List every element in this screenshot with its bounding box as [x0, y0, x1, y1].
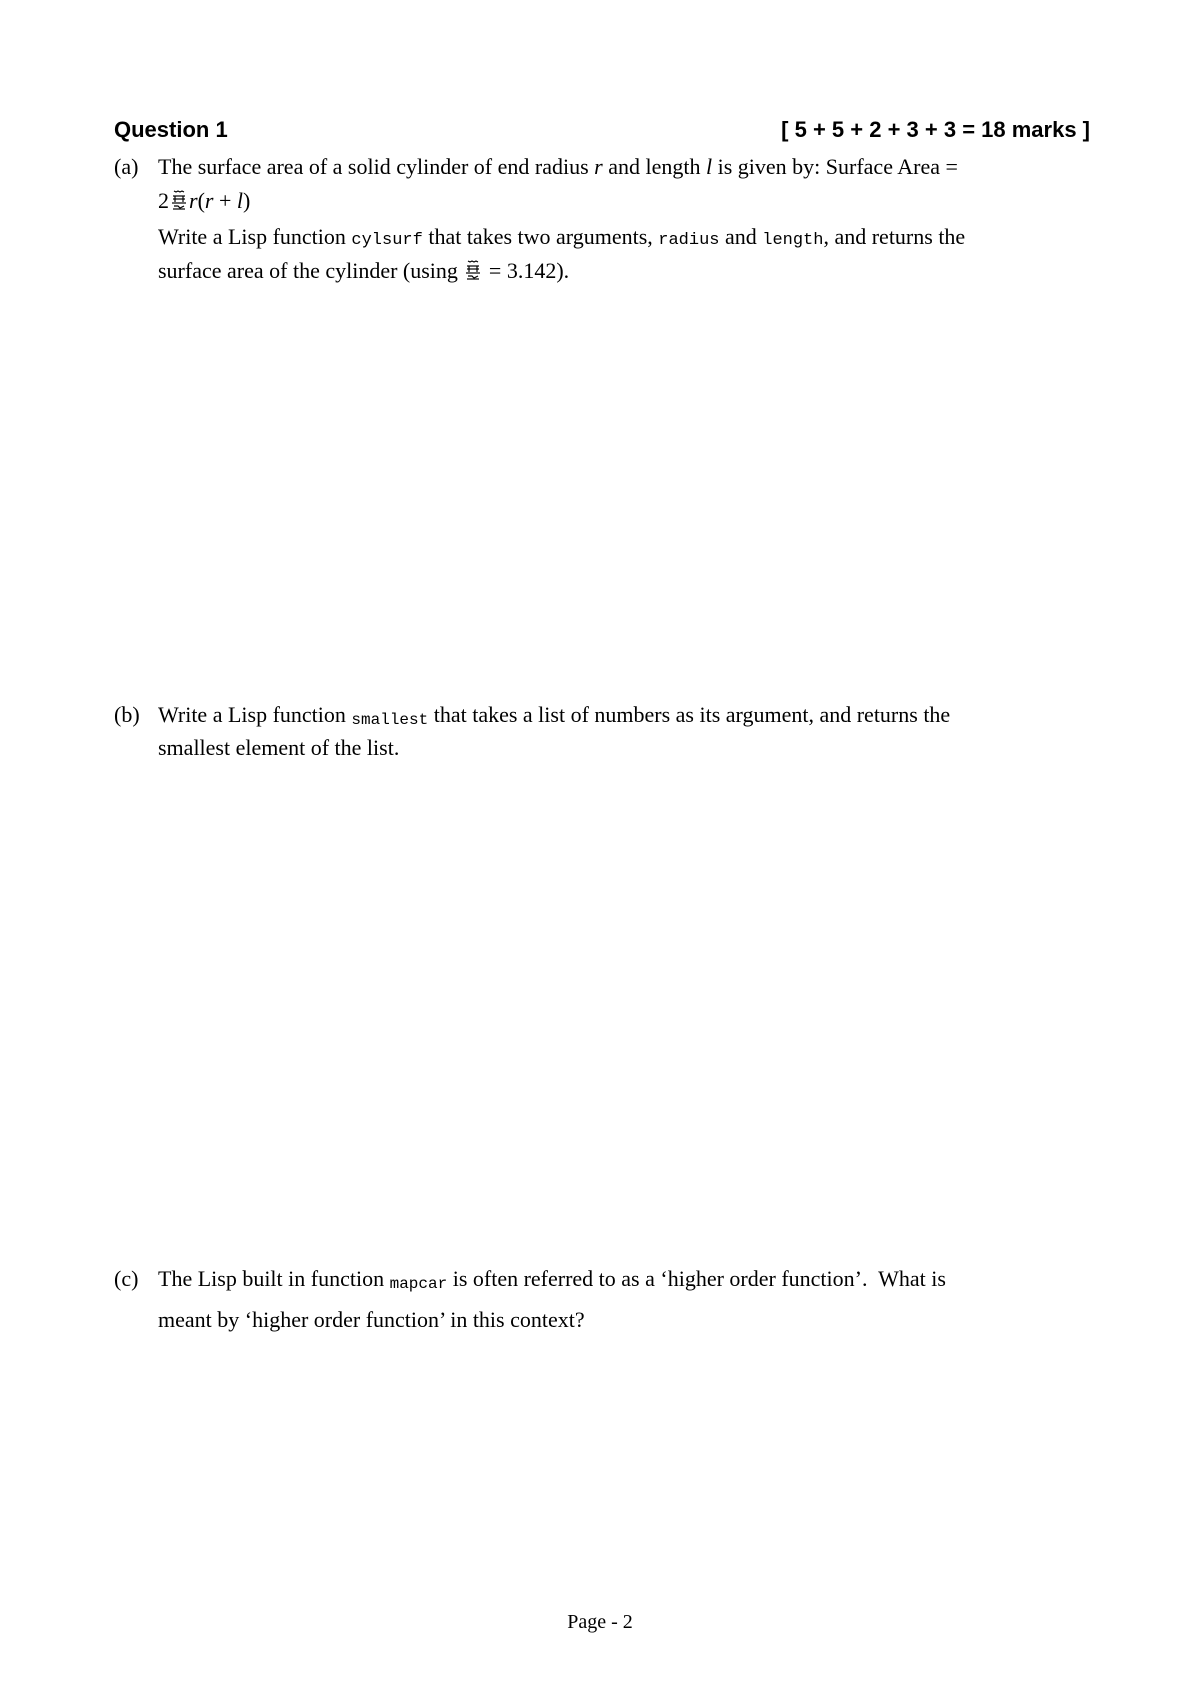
question-title: Question 1 — [114, 117, 228, 142]
pi-symbol-icon — [463, 259, 483, 281]
part-label: (b) — [114, 702, 140, 727]
surface-area-formula: 2 r(r + l) — [158, 188, 251, 213]
function-name-cylsurf: cylsurf — [351, 231, 423, 250]
question-part-c — [114, 1264, 1094, 1336]
page-number: Page - 2 — [567, 1611, 633, 1633]
argument-radius: radius — [658, 231, 720, 250]
part-body — [158, 1264, 946, 1335]
question-marks: [ 5 + 5 + 2 + 3 + 3 = 18 marks ] — [781, 117, 1090, 142]
question-part-a — [114, 152, 1094, 284]
part-c-line-2: meant by ‘higher order function’ in this context? — [158, 1307, 585, 1332]
function-name-mapcar: mapcar — [389, 1275, 448, 1293]
part-b-line-2: smallest element of the list. — [158, 735, 400, 760]
part-c-line-1: The Lisp built in function mapcar is often referred to as a ‘higher order function’. What is — [158, 1266, 946, 1293]
part-a-line-1: The surface area of a solid cylinder of end radius r and length l is given by: Surface Area = — [158, 154, 958, 179]
function-name-smallest: smallest — [351, 711, 429, 729]
argument-length: length — [762, 231, 824, 250]
part-a-line-4: surface area of the cylinder (using = 3.142). — [158, 258, 570, 283]
part-a-line-3: Write a Lisp function cylsurf that takes two arguments, radius and length, and returns the — [158, 224, 966, 250]
question-part-b — [114, 700, 1094, 764]
part-label: (c) — [114, 1266, 139, 1291]
question-heading — [114, 114, 1090, 146]
pi-symbol-icon — [169, 189, 189, 211]
part-label: (a) — [114, 154, 139, 179]
part-body — [158, 700, 950, 763]
variable-l: l — [705, 154, 713, 179]
variable-r: r — [594, 154, 603, 179]
part-b-line-1: Write a Lisp function smallest that takes a list of numbers as its argument, and returns the — [158, 702, 951, 729]
part-body — [158, 152, 965, 286]
